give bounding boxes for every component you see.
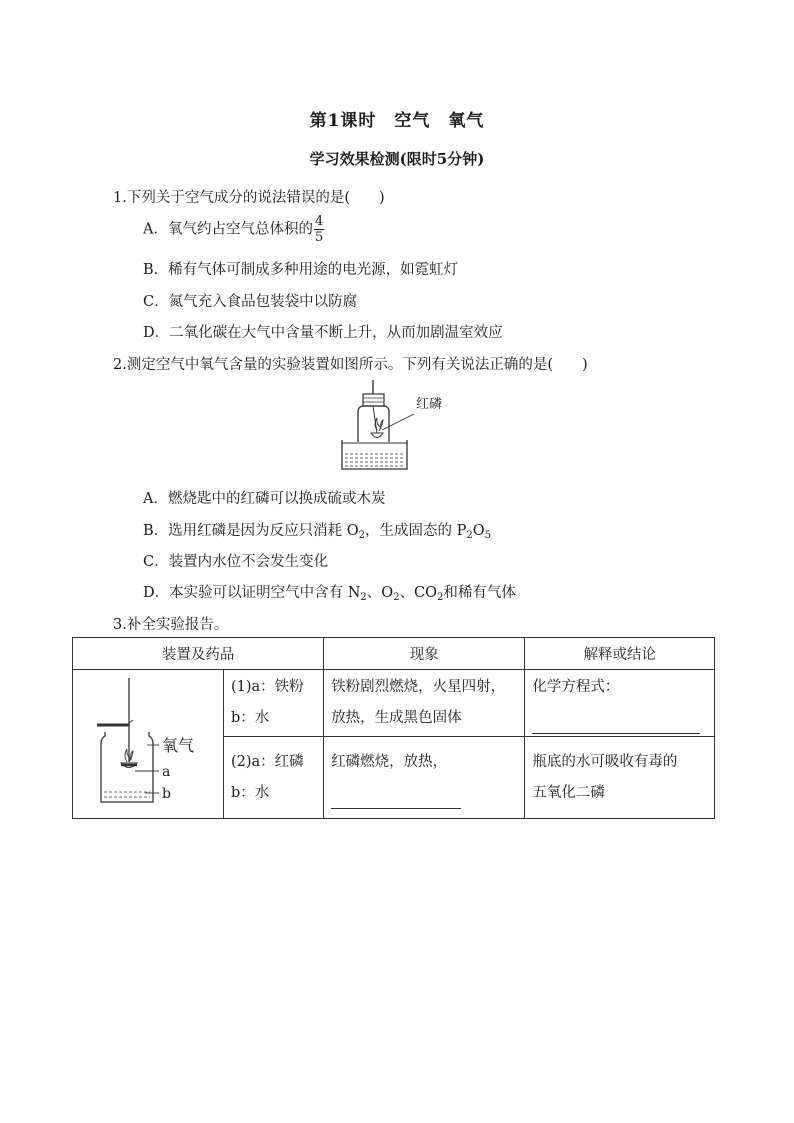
figure-label-red-phosphorus: 红磷 — [416, 397, 443, 412]
header-conclusion: 解释或结论 — [525, 638, 715, 670]
table-header-row — [73, 638, 715, 670]
question-1-option-d: D．二氧化碳在大气中含量不断上升，从而加剧温室效应 — [143, 325, 503, 341]
reagent-b-water: b：水 — [231, 710, 270, 727]
reagent-cell-1 — [224, 670, 324, 737]
reagent-b-water: b：水 — [231, 784, 270, 801]
equation-answer-blank[interactable] — [532, 703, 707, 734]
option-d-text-4: 和稀有气体 — [443, 585, 516, 601]
figure-label-b: b — [162, 786, 171, 802]
phenomenon-line-2: 放热，生成黑色固体 — [331, 710, 462, 727]
table-row — [73, 670, 715, 737]
header-phenomenon: 现象 — [324, 638, 525, 670]
question-1-option-a — [143, 214, 324, 245]
question-1-option-c: C．氮气充入食品包装袋中以防腐 — [143, 294, 358, 310]
conclusion-cell-2 — [525, 737, 715, 819]
figure-label-a: a — [162, 764, 171, 780]
question-2-stem: 2.测定空气中氧气含量的实验装置如图所示。下列有关说法正确的是( ) — [113, 357, 588, 373]
question-3-stem: 3.补全实验报告。 — [113, 617, 229, 633]
conclusion-line-2: 五氧化二磷 — [532, 784, 605, 801]
question-1-option-b: B．稀有气体可制成多种用途的电光源，如霓虹灯 — [143, 262, 459, 278]
phenomenon-cell-1 — [324, 670, 525, 737]
phenomenon-answer-blank[interactable] — [331, 778, 517, 809]
subscript: 5 — [484, 530, 492, 541]
subscript: 2 — [358, 530, 366, 541]
header-apparatus: 装置及药品 — [73, 638, 324, 670]
question-2-option-c: C．装置内水位不会发生变化 — [143, 554, 329, 570]
option-d-text-3: 、CO — [399, 585, 438, 601]
reagent-a-iron: (1)a：铁粉 — [231, 679, 304, 696]
question-1-stem: 1.下列关于空气成分的说法错误的是( ) — [113, 190, 385, 206]
option-d-text-2: 、O — [366, 585, 394, 601]
option-b-text-3: O — [472, 523, 485, 539]
phenomenon-cell-2 — [324, 737, 525, 819]
fraction — [314, 214, 324, 245]
conclusion-line-1: 瓶底的水可吸收有毒的 — [532, 753, 678, 770]
reagent-cell-2 — [224, 737, 324, 819]
option-b-text-1: B．选用红磷是因为反应只消耗 O — [143, 523, 359, 539]
conclusion-cell-1 — [525, 670, 715, 737]
fraction-numerator: 4 — [314, 214, 324, 229]
option-d-text-1: D．本实验可以证明空气中含有 N — [143, 585, 361, 601]
phenomenon-line-1: 铁粉剧烈燃烧，火星四射， — [331, 679, 506, 696]
apparatus-figure-cell — [73, 670, 224, 819]
question-2-option-d — [143, 581, 516, 603]
question-2-option-b — [143, 519, 491, 541]
subscript: 2 — [360, 592, 367, 603]
reagent-a-phosphorus: (2)a：红磷 — [231, 753, 304, 770]
option-b-text-2: ，生成固态的 P — [365, 523, 467, 539]
option-a-text: A．氧气约占空气总体积的 — [143, 221, 313, 238]
oxygen-bottle-figure — [73, 670, 223, 814]
subscript: 2 — [466, 530, 473, 541]
page-title: 第1课时 空气 氧气 — [309, 111, 485, 131]
experiment-report-table — [72, 637, 715, 819]
phenomenon-line-1: 红磷燃烧，放热， — [331, 753, 448, 770]
fraction-denominator: 5 — [314, 230, 324, 245]
page-subtitle: 学习效果检测(限时5分钟) — [309, 150, 485, 168]
phosphorus-apparatus-figure — [336, 380, 466, 472]
figure-label-oxygen: 氧气 — [162, 736, 195, 755]
question-2-option-a: A．燃烧匙中的红磷可以换成硫或木炭 — [143, 491, 386, 507]
subscript: 2 — [437, 592, 444, 603]
conclusion-label: 化学方程式： — [532, 679, 620, 696]
subscript: 2 — [393, 592, 400, 603]
